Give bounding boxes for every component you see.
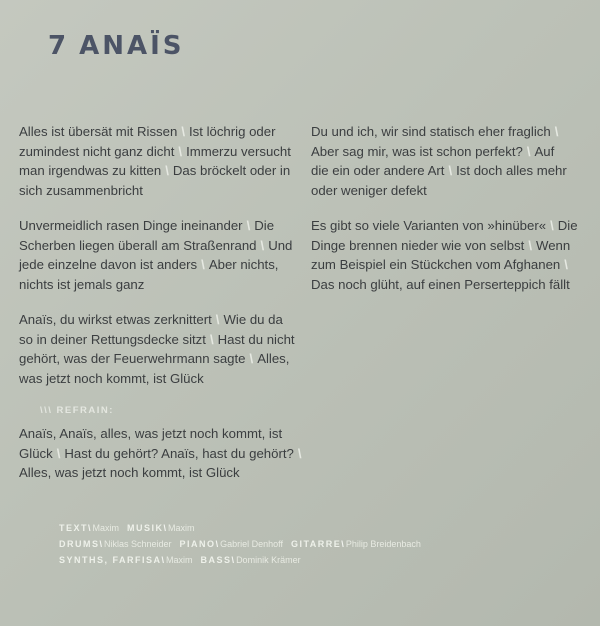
lyric-line	[19, 142, 291, 162]
lyric-line	[19, 255, 292, 275]
lyric-text: Dinge brennen nieder wie von selbst	[311, 237, 525, 253]
lyric-line	[19, 369, 295, 389]
line-separator: \	[215, 312, 220, 327]
lyric-line	[311, 122, 567, 142]
lyric-text: Glück	[19, 445, 53, 461]
line-separator: \	[181, 124, 185, 139]
line-separator: \	[528, 237, 533, 253]
credit-name: Dominik Krämer	[236, 555, 301, 565]
lyric-line	[311, 275, 578, 295]
line-separator: \	[550, 218, 554, 233]
credit-separator: \	[215, 539, 219, 549]
lyric-line	[19, 349, 295, 369]
credits-row	[59, 552, 429, 568]
lyric-text: man irgendwas zu kitten	[19, 163, 162, 179]
lyric-text: Aber sag mir, was ist schon perfekt?	[311, 143, 523, 159]
lyric-text: Du und ich, wir sind statisch eher fraglich	[311, 124, 551, 139]
lyric-text: Hast du nicht	[217, 331, 295, 347]
credit-role: BASS	[200, 555, 232, 565]
credit-role: MUSIK	[127, 523, 164, 533]
credits-row	[59, 536, 429, 552]
lyric-text: Die	[557, 218, 578, 233]
line-separator: \	[201, 257, 205, 273]
lyric-line	[19, 424, 306, 444]
credits	[59, 520, 429, 568]
credits-row	[59, 520, 429, 536]
lyric-text: so in deiner Rettungsdecke sitzt	[19, 331, 206, 347]
lyric-text: Auf	[534, 143, 555, 159]
lyric-text: oder weniger defekt	[311, 182, 427, 198]
credit-separator: \	[231, 555, 235, 565]
lyric-text: jede einzelne davon ist anders	[19, 257, 198, 273]
credit-separator: \	[88, 523, 91, 533]
credit-role: SYNTHS, FARFISA	[59, 555, 162, 565]
credit-role: PIANO	[179, 539, 216, 549]
credit-separator: \	[161, 555, 165, 565]
lyric-text: Immerzu versucht	[186, 143, 291, 159]
credit-name: Philip Breidenbach	[345, 539, 421, 549]
lyric-line	[19, 444, 306, 464]
line-separator: \	[56, 445, 61, 461]
credit-role: GITARRE	[290, 539, 342, 549]
lyric-text: Alles,	[257, 351, 290, 367]
right-stanza-1	[311, 122, 567, 200]
lyric-line	[19, 216, 292, 236]
lyric-text: Wie du da	[223, 312, 283, 327]
lyric-line	[311, 236, 578, 256]
lyric-text: Anaïs, Anaïs, alles, was jetzt noch kommt, ist	[19, 426, 283, 441]
lyric-line	[19, 463, 306, 483]
lyric-line	[19, 310, 295, 330]
lyric-text: Aber nichts,	[208, 257, 279, 273]
lyric-text: Ist löchrig oder	[188, 124, 276, 139]
song-title	[48, 31, 185, 61]
credit-name: Maxim	[166, 555, 193, 565]
lyric-text: sich zusammenbricht	[19, 182, 143, 198]
refrain-label: \\\ REFRAIN:	[40, 405, 114, 416]
lyric-line	[19, 181, 291, 201]
line-separator: \	[448, 163, 453, 179]
line-separator: \	[526, 143, 531, 159]
lyric-text: Alles, was jetzt noch kommt, ist Glück	[19, 465, 240, 481]
credit-role: DRUMS	[59, 539, 100, 549]
right-stanza-2	[311, 216, 578, 294]
line-separator: \	[178, 143, 183, 159]
lyric-text: Die	[254, 218, 275, 233]
credit-role: TEXT	[59, 523, 89, 533]
lyric-text: zum Beispiel ein Stückchen vom Afghanen	[311, 257, 561, 273]
lyric-line	[311, 255, 578, 275]
lyric-line	[19, 275, 292, 295]
lyric-text: zumindest nicht ganz dicht	[19, 143, 175, 159]
lyric-line	[19, 122, 291, 142]
line-separator: \	[260, 237, 265, 253]
lyric-text: Unvermeidlich rasen Dinge ineinander	[19, 218, 243, 233]
left-stanza-2	[19, 216, 292, 294]
lyric-line	[311, 142, 567, 162]
line-separator: \	[564, 257, 568, 273]
lyric-line	[19, 236, 292, 256]
lyric-text: Anaïs, du wirkst etwas zerknittert	[19, 312, 212, 327]
left-stanza-1	[19, 122, 291, 200]
song-name: ANAÏS	[79, 31, 185, 61]
lyric-text: Alles ist übersät mit Rissen	[19, 124, 178, 139]
credit-name: Maxim	[168, 523, 195, 533]
credit-name: Gabriel Denhoff	[220, 539, 283, 549]
line-separator: \	[554, 124, 559, 139]
lyric-line	[311, 216, 578, 236]
credit-separator: \	[163, 523, 167, 533]
credit-name: Maxim	[92, 523, 120, 533]
line-separator: \	[246, 218, 251, 233]
refrain-stanza	[19, 424, 306, 483]
lyric-text: gehört, was der Feuerwehrmann sagte	[19, 351, 246, 367]
credit-separator: \	[99, 539, 103, 549]
lyric-text: Scherben liegen überall am Straßenrand	[19, 237, 257, 253]
credit-separator: \	[341, 539, 344, 549]
line-separator: \	[297, 445, 302, 461]
lyric-line	[19, 330, 295, 350]
left-stanza-3	[19, 310, 295, 388]
lyric-text: die ein oder andere Art	[311, 163, 445, 179]
lyric-text: nichts ist jemals ganz	[19, 276, 145, 292]
lyric-text: Es gibt so viele Varianten von »hinüber«	[311, 218, 547, 233]
lyric-line	[311, 161, 567, 181]
line-separator: \	[249, 351, 254, 367]
lyric-text: Das bröckelt oder in	[172, 163, 291, 179]
lyric-text: Ist doch alles mehr	[456, 163, 567, 179]
credit-name: Niklas Schneider	[104, 539, 172, 549]
lyric-line	[19, 161, 291, 181]
line-separator: \	[165, 163, 169, 179]
lyric-text: Hast du gehört? Anaïs, hast du gehört?	[64, 445, 294, 461]
lyric-text: Wenn	[536, 237, 571, 253]
lyric-text: Das noch glüht, auf einen Perserteppich fällt	[311, 276, 570, 292]
lyric-text: was jetzt noch kommt, ist Glück	[19, 370, 204, 386]
lyric-line	[311, 181, 567, 201]
lyric-text: Und	[268, 237, 293, 253]
line-separator: \	[209, 331, 214, 347]
track-number: 7	[48, 31, 70, 61]
